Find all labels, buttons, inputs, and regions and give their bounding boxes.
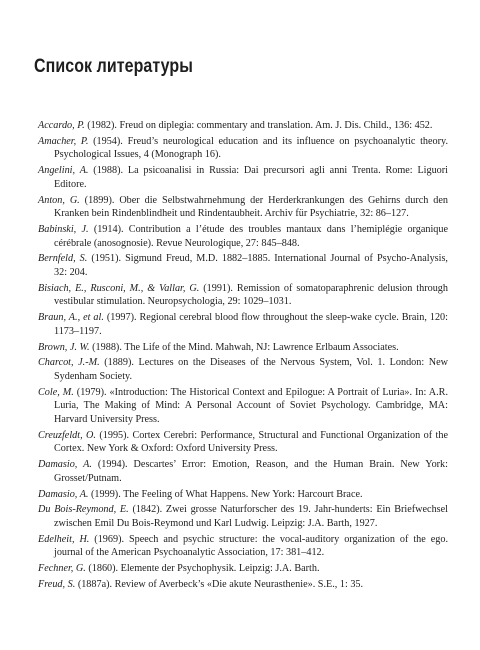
reference-author: Accardo, P. [38,120,85,131]
reference-item [38,488,448,502]
reference-text: (1899). Ober die Selbstwahrnehmung der Herderkrankungen des Gehirns durch den Kranken bein Rindenblindheit und Rindentaubheit. Archiv für Psychiatrie, 32: 86–127. [54,194,448,220]
reference-text: (1914). Contribution a l’étude des troubles mantaux dans l’hemiplégie organique cérébrale (anosognosie). Revue Neurologique, 27: 845–848. [54,223,448,249]
reference-item [38,223,448,250]
page-title: Список литературы [34,56,193,77]
reference-item [38,341,448,355]
reference-author: Charcot, J.-M. [38,357,100,369]
reference-author: Anton, G. [38,194,80,206]
reference-text: (1994). Descartes’ Error: Emotion, Reason, and the Human Brain. New York: Grosset/Putnam. [54,459,448,484]
reference-text: (1979). «Introduction: The Historical Context and Epilogue: A Portrait of Luria». In: A.R. Luria, The Making of Mind: A Personal Account of Soviet Psychology. Cambridge, MA: Harvard University Press. [54,386,448,426]
reference-item [38,503,448,530]
reference-author: Du Bois-Reymond, E. [38,504,129,516]
reference-author: Damasio, A. [38,488,89,500]
reference-author: Brown, J. W. [38,341,90,353]
reference-text: (1969). Speech and psychic structure: the vocal-auditory organization of the ego. journal of the American Psychoanalytic Association, 17: 381–412. [54,533,448,559]
reference-author: Edelheit, H. [38,533,90,545]
reference-item [38,356,448,383]
reference-text: (1951). Sigmund Freud, M.D. 1882–1885. International Journal of Psycho-Analysis, 32: 204. [54,253,448,279]
reference-item [38,578,448,592]
reference-author: Braun, A., et al. [38,312,104,324]
reference-item [38,386,448,427]
reference-author: Bisiach, E., Rusconi, M., & Vallar, G. [38,282,200,294]
reference-text: (1997). Regional cerebral blood flow throughout the sleep-wake cycle. Brain, 120: 1173–1197. [54,312,448,337]
reference-item [38,429,448,456]
reference-author: Babinski, J. [38,223,89,235]
reference-author: Freud, S. [38,578,76,590]
reference-author: Cole, M. [38,386,74,398]
reference-text: (1842). Zwei grosse Naturforscher des 19. Jahr-hunderts: Ein Briefwechsel zwischen Emil Du Bois-Reymond und Karl Ludwig. Leipzig: J.A. Barth, 1927. [54,504,448,529]
reference-item [38,562,448,576]
reference-author: Bernfeld, S. [38,253,88,265]
reference-text: (1889). Lectures on the Diseases of the Nervous System, Vol. 1. London: New Sydenham Society. [54,357,448,382]
reference-text: (1991). Remission of somatoparaphrenic delusion through vestibular stimulation. Neuropsychologia, 29: 1029–1031. [54,282,448,308]
reference-text: (1995). Cortex Cerebri: Performance, Structural and Functional Organization of the Cortex. New York & Oxford: Oxford University Press. [54,429,448,455]
reference-text: (1954). Freud’s neurological education and its influence on psychoanalytic theory. Psychological Issues, 4 (Monograph 16). [54,135,448,161]
reference-text: (1988). La psicoanalisi in Russia: Dai precursori agli anni Trenta. Rome: Liguori Editore. [54,165,448,190]
reference-text: (1982). Freud on diplegia: commentary and translation. Am. J. Dis. Child., 136: 452. [84,120,433,131]
reference-text: (1988). The Life of the Mind. Mahwah, NJ: Lawrence Erlbaum Associates. [89,341,399,353]
reference-item [38,282,448,309]
reference-text: (1887a). Review of Averbeck’s «Die akute Neurasthenie». S.E., 1: 35. [75,578,364,590]
reference-item [38,458,448,485]
reference-item [38,252,448,279]
reference-author: Damasio, A. [38,459,92,471]
reference-list [38,119,448,594]
reference-author: Creuzfeldt, O. [38,429,96,441]
reference-text: (1860). Elemente der Psychophysik. Leipzig: J.A. Barth. [85,563,320,575]
reference-author: Angelini, A. [38,165,89,177]
reference-item [38,119,448,133]
reference-item [38,135,448,162]
reference-text: (1999). The Feeling of What Happens. New York: Harcourt Brace. [88,488,363,500]
reference-item [38,164,448,191]
reference-author: Fechner, G. [38,563,86,575]
reference-item [38,194,448,221]
reference-author: Amacher, P. [38,135,89,147]
reference-item [38,533,448,560]
reference-item [38,311,448,338]
